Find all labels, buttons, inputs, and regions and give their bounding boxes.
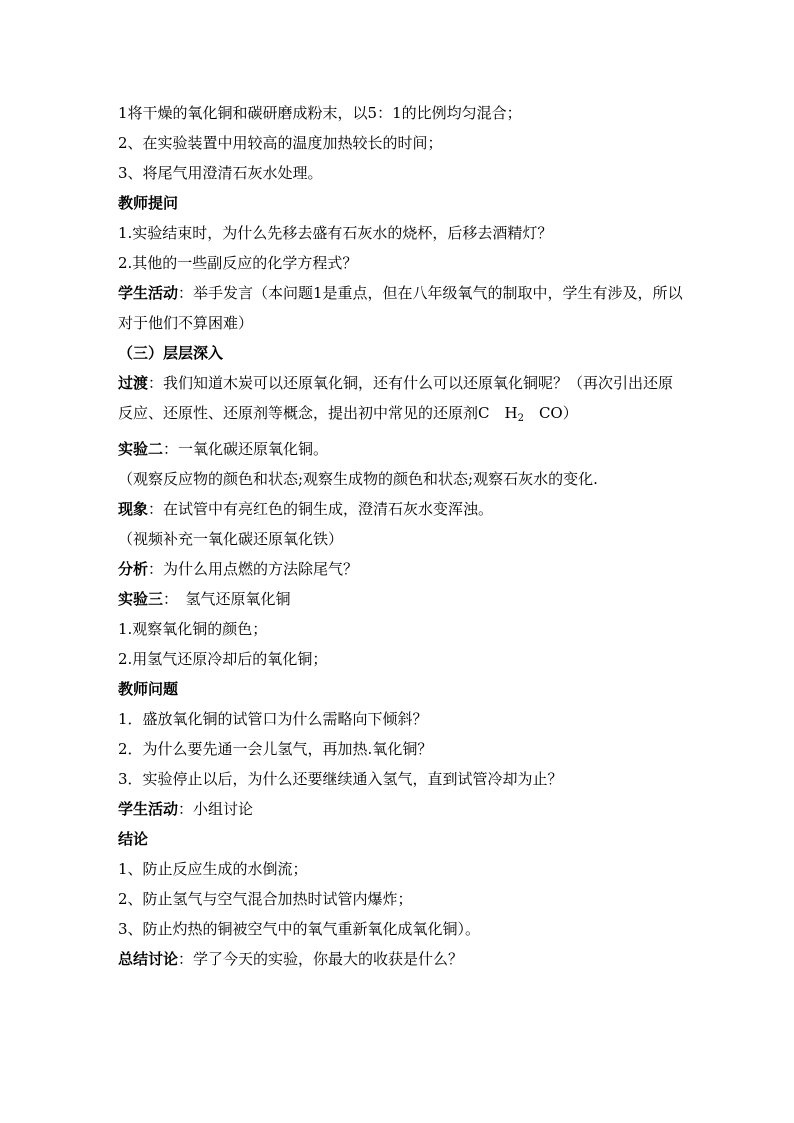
summary <box>118 944 688 974</box>
question-1: 1.实验结束时，为什么先移去盛有石灰水的烧杯，后移去酒精灯？ <box>118 224 553 242</box>
student-activity-label: 学生活动 <box>118 284 179 302</box>
experiment-3-label: 实验三 <box>118 590 164 608</box>
analysis-label: 分析 <box>118 560 149 578</box>
video-note: （视频补充一氧化碳还原氧化铁） <box>118 530 344 548</box>
experiment-2 <box>118 434 688 464</box>
analysis <box>118 554 688 584</box>
transition-subscript: 2 <box>517 413 524 424</box>
student-activity-text: ：举手发言（本问题1是重点，但在八年级氧气的制取中，学生有涉及，所以对于他们不算困难） <box>118 284 683 332</box>
phenomenon <box>118 494 688 524</box>
student-activity-paragraph <box>118 278 688 338</box>
conclusion-2: 2、防止氢气与空气混合加热时试管内爆炸； <box>118 890 413 908</box>
teacher-question-2: 2．为什么要先通一会儿氢气，再加热.氧化铜？ <box>118 740 433 758</box>
observe-note: （观察反应物的颜色和状态;观察生成物的颜色和状态;观察石灰水的变化. <box>118 470 598 488</box>
transition-text-b: CO） <box>523 404 578 422</box>
summary-text: ：学了今天的实验，你最大的收获是什么？ <box>178 950 464 968</box>
document-page <box>118 98 688 974</box>
step-2: 2、在实验装置中用较高的温度加热较长的时间； <box>118 134 443 152</box>
conclusion-3: 3、防止灼热的铜被空气中的氧气重新氧化成氧化铜）。 <box>118 920 481 938</box>
transition-paragraph <box>118 368 688 434</box>
experiment-3-text: ： 氢气还原氧化铜 <box>163 590 291 608</box>
student-activity-2-text: ：小组讨论 <box>178 800 254 818</box>
experiment-3-step-2: 2.用氢气还原冷却后的氧化铜； <box>118 650 328 668</box>
student-activity-2-label: 学生活动 <box>118 800 179 818</box>
teacher-question-3: 3．实验停止以后，为什么还要继续通入氢气，直到试管冷却为止？ <box>118 770 563 788</box>
experiment-3 <box>118 584 688 614</box>
transition-text-a: ：我们知道木炭可以还原氧化铜，还有什么可以还原氧化铜呢？（再次引出还原反应、还原性、还原剂等概念，提出初中常见的还原剂C H <box>118 374 674 422</box>
phenomenon-label: 现象 <box>118 500 149 518</box>
summary-label: 总结讨论 <box>118 950 179 968</box>
heading-teacher-question: 教师提问 <box>118 194 179 212</box>
heading-teacher-question-2: 教师问题 <box>118 680 179 698</box>
question-2: 2.其他的一些副反应的化学方程式？ <box>118 254 358 272</box>
phenomenon-text: ：在试管中有亮红色的铜生成，澄清石灰水变浑浊。 <box>148 500 494 518</box>
experiment-2-text: ：一氧化碳还原氧化铜。 <box>163 440 329 458</box>
step-3: 3、将尾气用澄清石灰水处理。 <box>118 164 323 182</box>
section-heading-3: （三）层层深入 <box>118 344 224 362</box>
experiment-2-label: 实验二 <box>118 440 164 458</box>
experiment-3-step-1: 1.观察氧化铜的颜色； <box>118 620 268 638</box>
teacher-question-1: 1．盛放氧化铜的试管口为什么需略向下倾斜？ <box>118 710 428 728</box>
conclusion-heading: 结论 <box>118 830 149 848</box>
analysis-text: ：为什么用点燃的方法除尾气？ <box>148 560 359 578</box>
conclusion-1: 1、防止反应生成的水倒流； <box>118 860 308 878</box>
transition-label: 过渡 <box>118 374 149 392</box>
step-1: 1将干燥的氧化铜和碳研磨成粉末，以5：1的比例均匀混合； <box>118 104 522 122</box>
student-activity-2 <box>118 794 688 824</box>
